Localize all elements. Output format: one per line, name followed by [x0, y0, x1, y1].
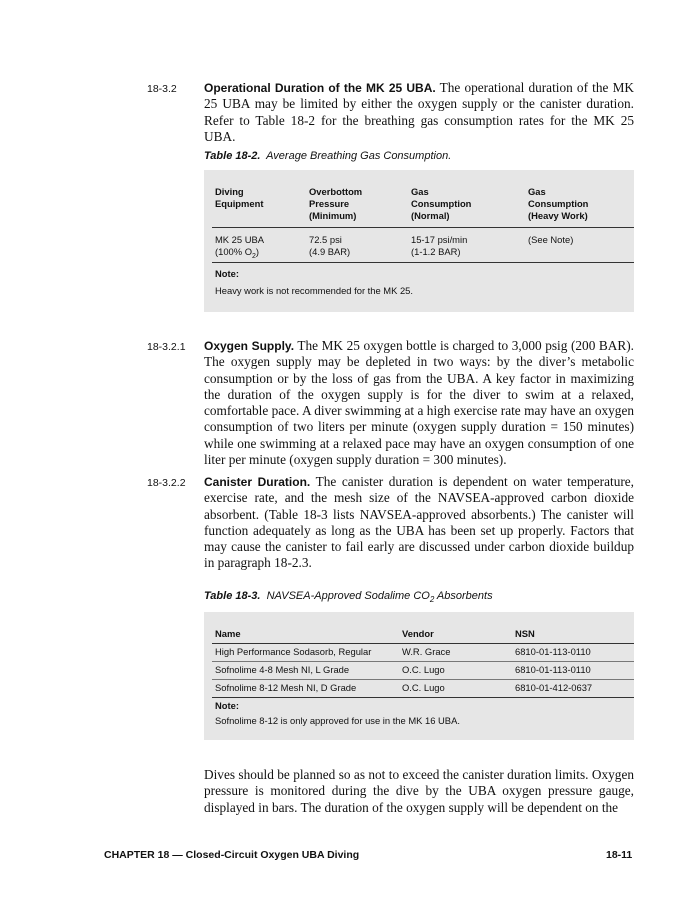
section-heading: Oxygen Supply. — [204, 339, 295, 353]
table-cell: Sofnolime 8-12 Mesh NI, D Grade — [215, 682, 357, 693]
section-text: The MK 25 oxygen bottle is charged to 3,000 psig (200 BAR). The oxygen supply may be depleted in two ways: by the diver’s metabolic consumption or by the loss of gas from the UBA. A key factor in maximizing the duration of the oxygen supply is for the diver to swim at a relaxed, comfortable pace. A diver swimming at a high exercise rate may have an oxygen consumption of two liters per minute (oxygen supply duration = 150 minutes) while one swimming at a relaxed pace may have an oxygen consumption of one liter per minute (oxygen supply duration = 300 minutes). — [204, 338, 634, 468]
table-header-cell: Overbottom Pressure (Minimum) — [309, 186, 363, 221]
table-rule — [212, 697, 634, 698]
table-caption-label: Table 18-3. — [204, 590, 261, 602]
footer-page-number: 18-11 — [606, 849, 633, 861]
table-caption: Table 18-3. NAVSEA-Approved Sodalime $CO_2$ Absorbents — [204, 590, 493, 605]
section-heading: Operational Duration of the MK 25 UBA. — [204, 81, 436, 95]
table-18-2 — [204, 170, 634, 312]
table-rule — [212, 643, 634, 644]
table-note-text: Sofnolime 8-12 is only approved for use in the MK 16 UBA. — [215, 715, 460, 726]
table-cell: 72.5 psi (4.9 BAR) — [309, 234, 351, 257]
table-header-cell: NSN — [515, 628, 535, 639]
table-header-cell: Diving Equipment — [215, 186, 264, 209]
table-cell: O.C. Lugo — [402, 664, 445, 675]
table-rule — [212, 661, 634, 662]
table-rule — [212, 679, 634, 680]
table-note-label: Note: — [215, 268, 239, 279]
section-paragraph — [204, 474, 634, 572]
table-cell: High Performance Sodasorb, Regular — [215, 646, 372, 657]
table-cell: (See Note) — [528, 234, 574, 245]
table-caption — [204, 150, 451, 162]
section-paragraph — [204, 338, 634, 468]
table-header-cell: Gas Consumption (Heavy Work) — [528, 186, 589, 221]
table-rule — [212, 262, 634, 263]
section-number: 18-3.2.2 — [147, 477, 186, 489]
section-heading: Canister Duration. — [204, 475, 311, 489]
table-cell: 6810-01-113-0110 — [515, 664, 591, 675]
section-paragraph — [204, 80, 634, 145]
table-cell: 15-17 psi/min (1-1.2 BAR) — [411, 234, 468, 257]
table-note-label: Note: — [215, 700, 239, 711]
section-number: 18-3.2 — [147, 83, 177, 95]
table-cell: MK 25 UBA (100% $O_2$) — [215, 234, 264, 260]
table-cell: Sofnolime 4-8 Mesh NI, L Grade — [215, 664, 350, 675]
table-note-text: Heavy work is not recommended for the MK 25. — [215, 285, 414, 296]
table-header-cell: Vendor — [402, 628, 434, 639]
table-cell: 6810-01-412-0637 — [515, 682, 593, 693]
table-cell: O.C. Lugo — [402, 682, 445, 693]
table-cell: W.R. Grace — [402, 646, 451, 657]
footer-chapter: CHAPTER 18 — Closed-Circuit Oxygen UBA Diving — [104, 849, 360, 861]
section-number: 18-3.2.1 — [147, 341, 186, 353]
table-rule — [212, 227, 634, 228]
table-caption-text: Average Breathing Gas Consumption. — [266, 150, 452, 162]
table-18-3 — [204, 612, 634, 740]
table-header-cell: Name — [215, 628, 241, 639]
table-caption-label: Table 18-2. — [204, 150, 261, 162]
section-text: The canister duration is dependent on water temperature, exercise rate, and the mesh size of the NAVSEA-approved carbon dioxide absorbent. (Table 18-3 lists NAVSEA-approved absorbents.) The canister will function adequately as long as the UBA has been set up properly. Factors that may cause the canister to fail early are discussed under carbon dioxide buildup in paragraph 18-2.3. — [204, 474, 634, 571]
table-cell: 6810-01-113-0110 — [515, 646, 591, 657]
closing-paragraph: Dives should be planned so as not to exceed the canister duration limits. Oxygen pressure is monitored during the dive by the UBA oxygen pressure gauge, displayed in bars. The duration of the oxygen supply will be dependent on the — [204, 767, 634, 815]
table-header-cell: Gas Consumption (Normal) — [411, 186, 472, 221]
section-text: The operational duration of the MK 25 UBA may be limited by either the oxygen supply or the canister duration. Refer to Table 18-2 for the breathing gas consumption rates for the MK 25 UBA. — [204, 80, 634, 144]
